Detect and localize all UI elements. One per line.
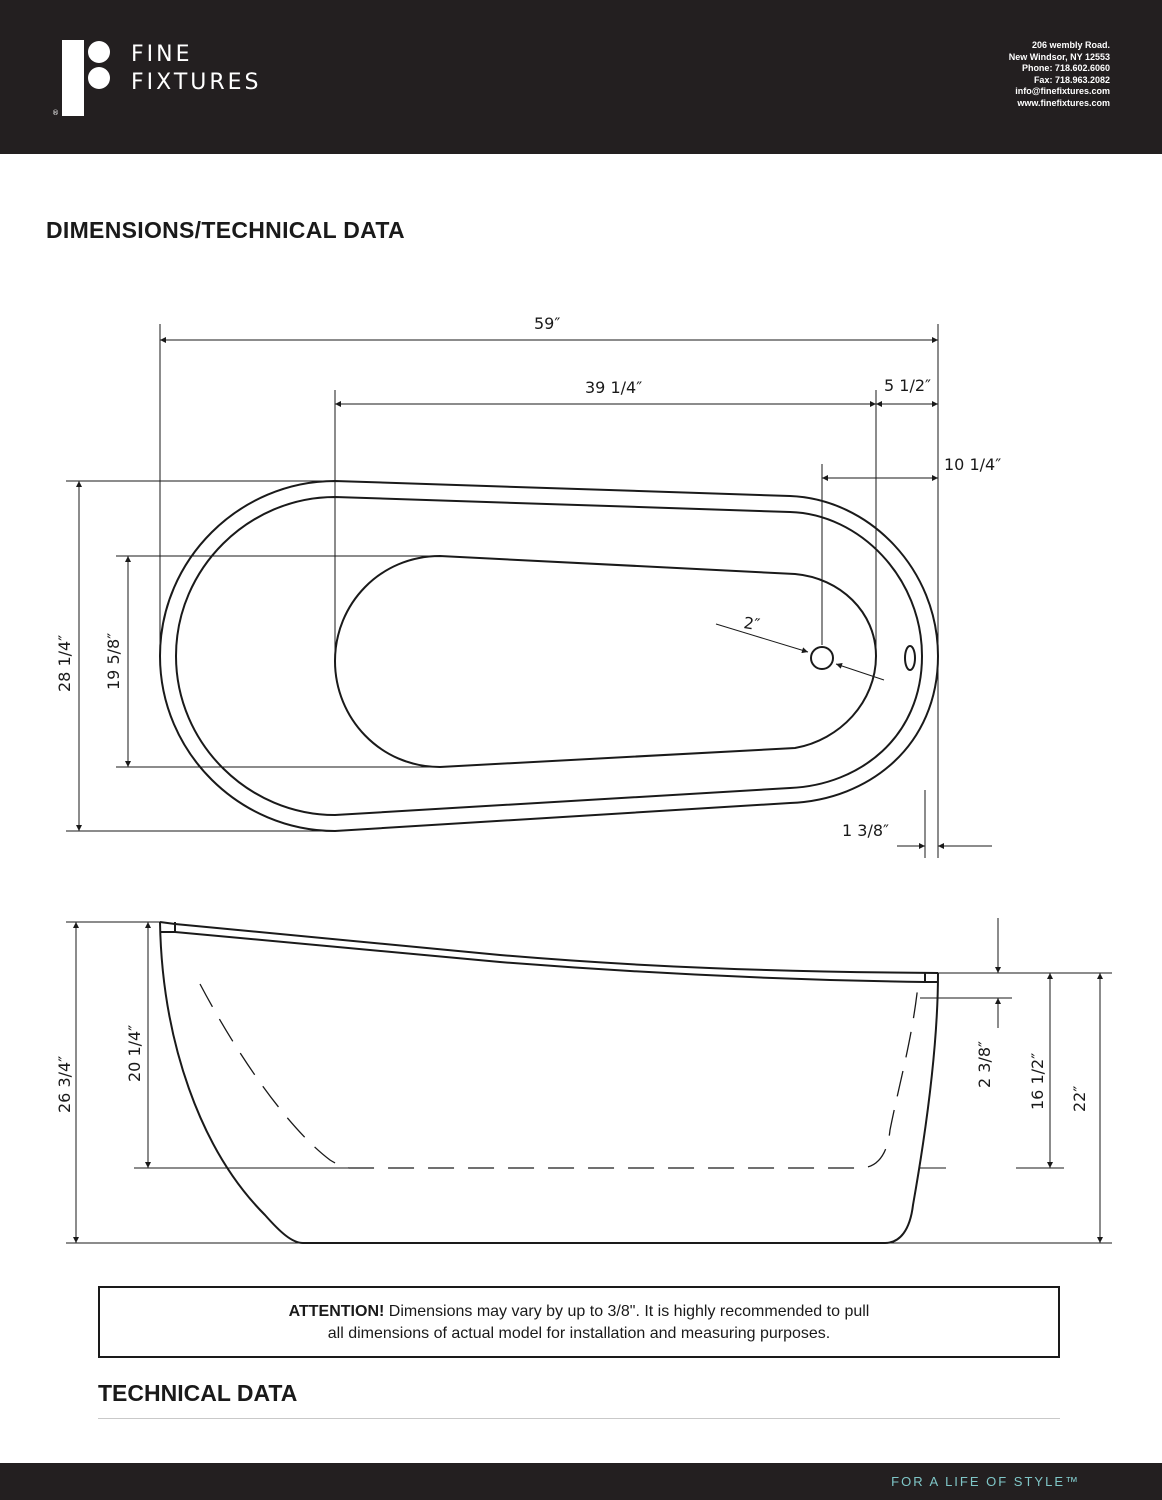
drain-icon [811, 647, 833, 669]
dim-line-drain-right [836, 664, 884, 680]
label-drain-offset: 10 1/4″ [944, 455, 1002, 474]
label-overall-width: 28 1/4″ [55, 634, 74, 692]
tub-side-profile [160, 922, 938, 1243]
brand-line-2: FIXTURES [131, 70, 262, 95]
label-overflow-height: 2 3/8″ [975, 1041, 994, 1088]
label-faucet-offset: 5 1/2″ [884, 376, 931, 395]
label-overall-height: 26 3/4″ [55, 1055, 74, 1113]
label-foot-height: 22″ [1070, 1085, 1089, 1112]
technical-data-title: TECHNICAL DATA [98, 1380, 298, 1406]
overflow-icon [905, 646, 915, 670]
footer-tagline: FOR A LIFE OF STYLE™ [891, 1474, 1080, 1489]
tub-basin [335, 556, 876, 767]
attention-label: ATTENTION! [288, 1303, 385, 1320]
label-inner-depth: 20 1/4″ [125, 1024, 144, 1082]
registered-mark: ® [52, 109, 59, 116]
attention-line-1: Dimensions may vary by up to 3/8". It is highly recommended to pull [388, 1303, 870, 1320]
attention-notice [98, 1286, 1060, 1358]
dim-line-drain-left [716, 624, 808, 652]
label-inner-length: 39 1/4″ [585, 378, 643, 397]
tub-inner-basin-hidden [200, 984, 918, 1168]
contact-phone: Phone: 718.602.6060 [1021, 63, 1110, 74]
label-inner-width: 19 5/8″ [104, 632, 123, 690]
tub-outer-rim [160, 481, 938, 831]
contact-address: 206 wembly Road. [1031, 40, 1110, 50]
label-rim-width: 1 3/8″ [842, 821, 889, 840]
section-title: DIMENSIONS/TECHNICAL DATA [46, 217, 405, 243]
tub-side-rim-inner [160, 932, 938, 982]
contact-email[interactable]: info@finefixtures.com [1015, 86, 1110, 97]
contact-website[interactable]: www.finefixtures.com [1017, 97, 1110, 108]
contact-fax: Fax: 718.963.2082 [1033, 74, 1110, 85]
brand-line-1: FINE [131, 42, 193, 67]
label-overall-length: 59″ [534, 314, 561, 333]
attention-line-2: all dimensions of actual model for installation and measuring purposes. [327, 1325, 831, 1342]
label-water-depth: 16 1/2″ [1028, 1052, 1047, 1110]
divider [98, 1418, 1060, 1419]
contact-city: New Windsor, NY 12553 [1008, 51, 1110, 62]
label-drain-diameter: 2″ [742, 613, 762, 635]
footer-bar [0, 1463, 1162, 1500]
